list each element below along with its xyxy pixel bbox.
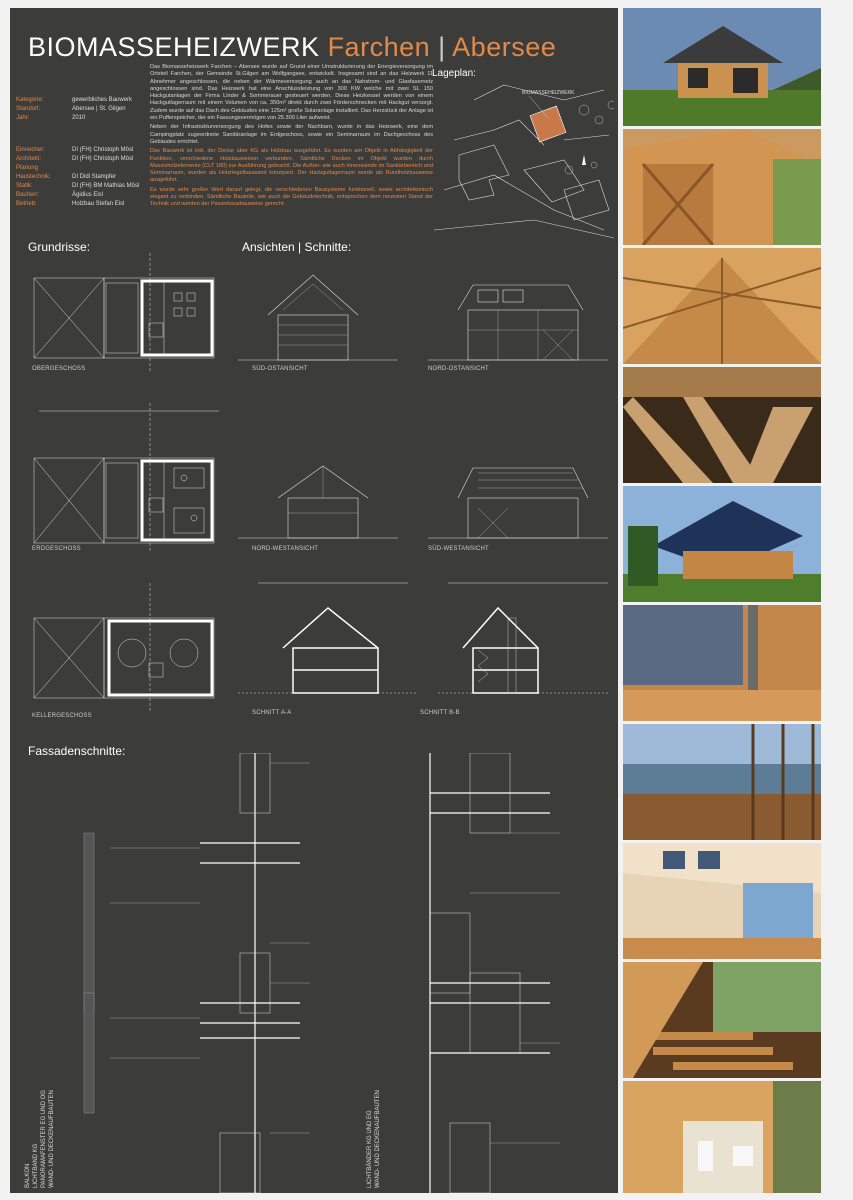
project-team bbox=[16, 146, 139, 209]
floorplan-og bbox=[24, 253, 234, 373]
photo-staircase bbox=[623, 962, 821, 1078]
info-row: Standort: Abersee | St. Gilgen bbox=[16, 106, 126, 112]
title-region: Abersee bbox=[452, 32, 557, 62]
info-row: Jahr: 2010 bbox=[16, 115, 86, 121]
photo-exterior-front bbox=[623, 8, 821, 126]
caption-view-sw: SÜD-WESTANSICHT bbox=[428, 546, 489, 552]
sections-row bbox=[238, 578, 618, 708]
info-row: Bauherr: Ägidius Eisl bbox=[16, 192, 104, 198]
photo-solar-roof bbox=[623, 486, 821, 602]
elevations-row1 bbox=[238, 270, 618, 370]
fassadenschnitte-heading: Fassadenschnitte: bbox=[28, 744, 126, 758]
caption-section-aa: SCHNITT A-A bbox=[252, 710, 292, 716]
site-plan-label: BIOMASSEHEIZWERK bbox=[522, 90, 575, 96]
facade-section-right bbox=[410, 753, 610, 1193]
info-row: Kategorie: gewerbliches Bauwerk bbox=[16, 97, 133, 103]
north-arrow-icon bbox=[582, 155, 586, 165]
info-row: Betrieb: Holzbau Stefan Eisl bbox=[16, 201, 125, 207]
caption-section-bb: SCHNITT B-B bbox=[420, 710, 460, 716]
project-description bbox=[150, 64, 433, 211]
title-main: BIOMASSEHEIZWERK bbox=[28, 32, 320, 62]
lageplan-heading: Lageplan: bbox=[432, 68, 476, 79]
facade-section-left bbox=[70, 753, 330, 1193]
description-paragraph-highlight: Das Bauwerk ist inkl. der Decke über KG als Holzbau ausgeführt. Es wurden am Objekt in Abhängigkeit der Funktion, verschiedene Holzbauweisen verbunden. Sämtliche Decken im Objekt wurden durch Massivholzelemente (CLT 180) zur Ausführung gebracht. Die Außen- wie auch Innenwände im Sanitärbereich und Seminarraum, wurden als Holzriegelbauwand konzipiert. Der Hackgutlagerraum wurde als Rundholzbauweise ausgeführt. bbox=[150, 148, 433, 184]
elevations-row2 bbox=[238, 458, 618, 548]
caption-eg: ERDGESCHOSS bbox=[32, 546, 81, 552]
description-paragraph-highlight: Es wurde sehr großer Wert darauf gelegt, die verschiedenen Bausysteme funktionell, sowie architektonisch elegant zu verbinden. Sämtliche Bauteile, wie auch die Gebäudetechnik, entsprechen dem neuesten Stand der Technik und werden der Passivhausbauweise gerecht. bbox=[150, 186, 433, 208]
photo-roof-structure bbox=[623, 248, 821, 364]
poster-board bbox=[10, 8, 618, 1193]
info-row: Architekt: DI (FH) Christoph Mösl bbox=[16, 156, 134, 162]
photo-balcony-view bbox=[623, 724, 821, 840]
floorplan-eg bbox=[24, 403, 234, 553]
floorplan-kg bbox=[24, 583, 234, 713]
info-row: Einreicher: DI (FH) Christoph Mösl bbox=[16, 147, 134, 153]
caption-view-so: SÜD-OSTANSICHT bbox=[252, 366, 308, 372]
site-plan bbox=[434, 80, 614, 242]
description-paragraph: Das Biomasseheizwerk Farchen – Abersee wurde auf Grund einer Umstrukturierung der Energieversorgung im Ortsteil Farchen, der Gemeinde St.Gilgen am Wolfgangsee, entwickelt. Insgesamt sind an das Heizwerk 11 Abnehmer angeschlossen, die neben der Wärmeversorgung auch an das Nahstrom- und Glasfasernetz angeschlossen sind. Das Heizwerk hat eine Anschlussleistung von 300 KW welche mit zwei SL 150 Hackgutanlagen der Firma Linder & Sommerauer gesteuert werden. Diese Heizkessel werden von einem Hackgutlagerraum mit einem Volumen von ca. 350m³ direkt durch zwei Förderschnecken mit Hackgut versorgt. Zudem wurde auf das Dach des Gebäudes eine 125m² große Solaranlage installiert. Das Herzstück der Anlage ist ein Pufferspeicher, der ein Fassungsvermögen von 25.300 Liter aufweist. bbox=[150, 64, 433, 122]
photo-seminar-room bbox=[623, 843, 821, 959]
project-info bbox=[16, 96, 132, 123]
photo-facade-detail bbox=[623, 129, 821, 245]
description-paragraph: Neben der Infrastrukturversorgung des Hofes sowie der Nachbarn, wurde in das Heizwerk, eine dem Campingplatz zugeordnete Sanitäranlage im Erdgeschoss, sowie ein Seminarraum im Dachgeschoss des Gebäudes errichtet. bbox=[150, 124, 433, 145]
photo-sanitary-room bbox=[623, 1081, 821, 1193]
caption-view-nw: NORD-WESTANSICHT bbox=[252, 546, 319, 552]
caption-og: OBERGESCHOSS bbox=[32, 366, 86, 372]
info-row: Statik: DI (FH) BM Mathias Mösl bbox=[16, 183, 140, 189]
facade-caption-right: LICHTBÄNDER KG UND EG WAND- UND DECKENAUFBAUTEN bbox=[367, 1090, 381, 1188]
info-row: Planung Haustechnik: DI Didi Stampfer bbox=[16, 165, 117, 180]
facade-caption-left: BALKON LICHTBAND KG PANORAMAFENSTER EG UND OG WAND- UND DECKENAUFBAUTEN bbox=[25, 1090, 55, 1188]
grundrisse-heading: Grundrisse: bbox=[28, 240, 91, 254]
photo-material-detail bbox=[623, 605, 821, 721]
ansichten-heading: Ansichten | Schnitte: bbox=[242, 240, 352, 254]
poster-title bbox=[28, 32, 556, 63]
photo-column bbox=[623, 8, 821, 1193]
title-separator: | bbox=[438, 32, 446, 62]
title-location: Farchen bbox=[327, 32, 431, 62]
caption-view-no: NORD-OSTANSICHT bbox=[428, 366, 489, 372]
caption-kg: KELLERGESCHOSS bbox=[32, 713, 92, 719]
photo-log-construction bbox=[623, 367, 821, 483]
